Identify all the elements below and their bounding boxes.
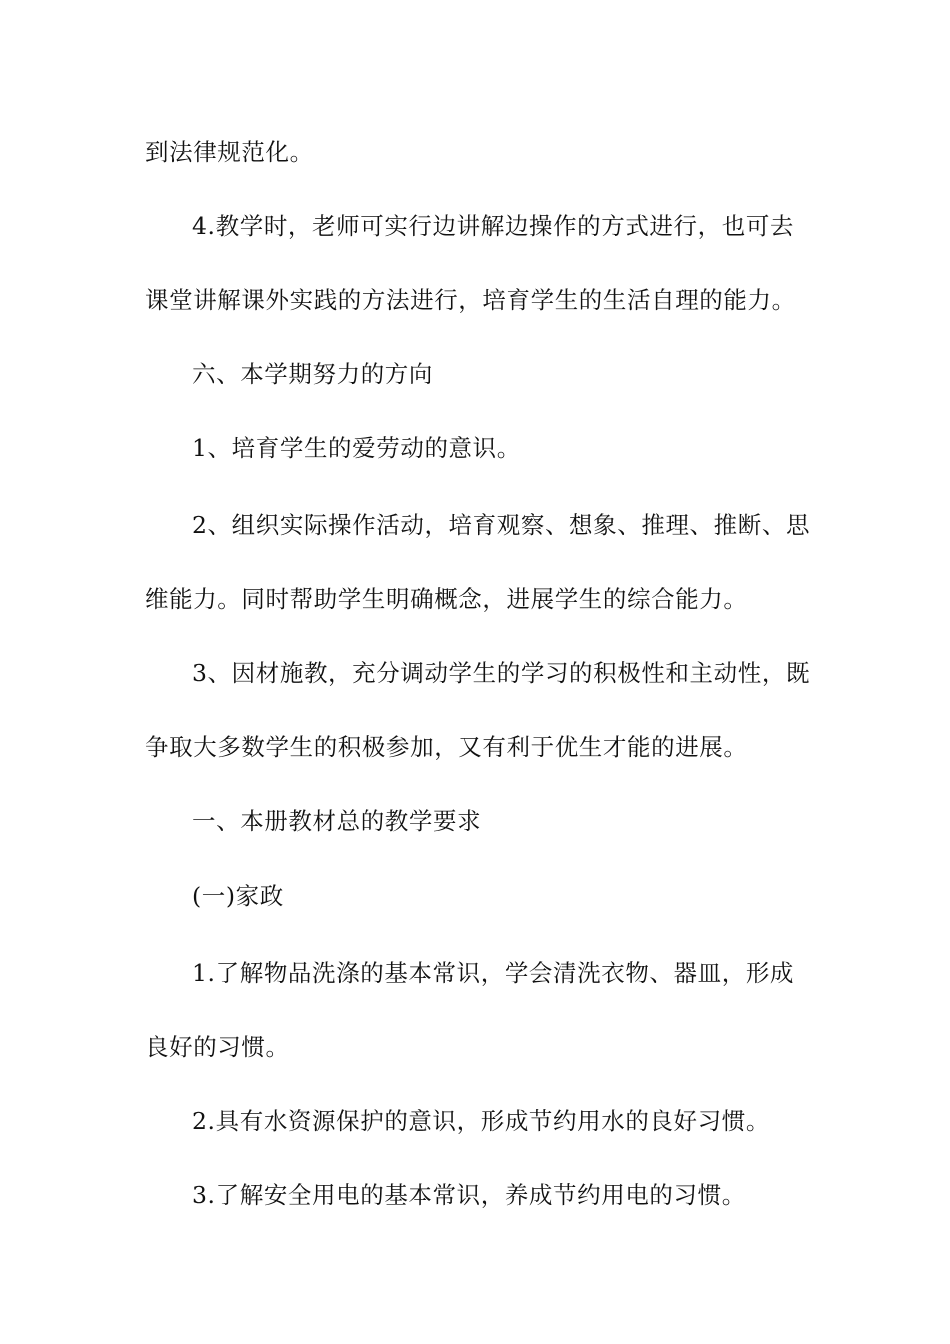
subsection-heading-home-economics: (一)家政 <box>192 882 284 910</box>
paragraph-item-3: 3.了解安全用电的基本常识，养成节约用电的习惯。 <box>192 1181 746 1209</box>
text-line-continuation: 良好的习惯。 <box>145 1033 290 1061</box>
section-heading-one: 一、本册教材总的教学要求 <box>192 807 482 835</box>
paragraph-item-3: 3、因材施教，充分调动学生的学习的积极性和主动性，既 <box>192 659 811 687</box>
paragraph-item-2: 2、组织实际操作活动，培育观察、想象、推理、推断、思 <box>192 511 811 539</box>
text-line-continuation: 课堂讲解课外实践的方法进行，培育学生的生活自理的能力。 <box>145 286 796 314</box>
text-line-continuation: 维能力。同时帮助学生明确概念，进展学生的综合能力。 <box>145 585 748 613</box>
paragraph-item-2: 2.具有水资源保护的意识，形成节约用水的良好习惯。 <box>192 1107 770 1135</box>
text-line-continuation: 争取大多数学生的积极参加，又有利于优生才能的进展。 <box>145 733 748 761</box>
paragraph-item-1: 1.了解物品洗涤的基本常识，学会清洗衣物、器皿，形成 <box>192 959 795 987</box>
section-heading-six: 六、本学期努力的方向 <box>192 360 433 388</box>
paragraph-item-1: 1、培育学生的爱劳动的意识。 <box>192 434 521 462</box>
paragraph-item-4: 4.教学时，老师可实行边讲解边操作的方式进行，也可去 <box>192 212 795 240</box>
text-line-continuation: 到法律规范化。 <box>145 138 314 166</box>
